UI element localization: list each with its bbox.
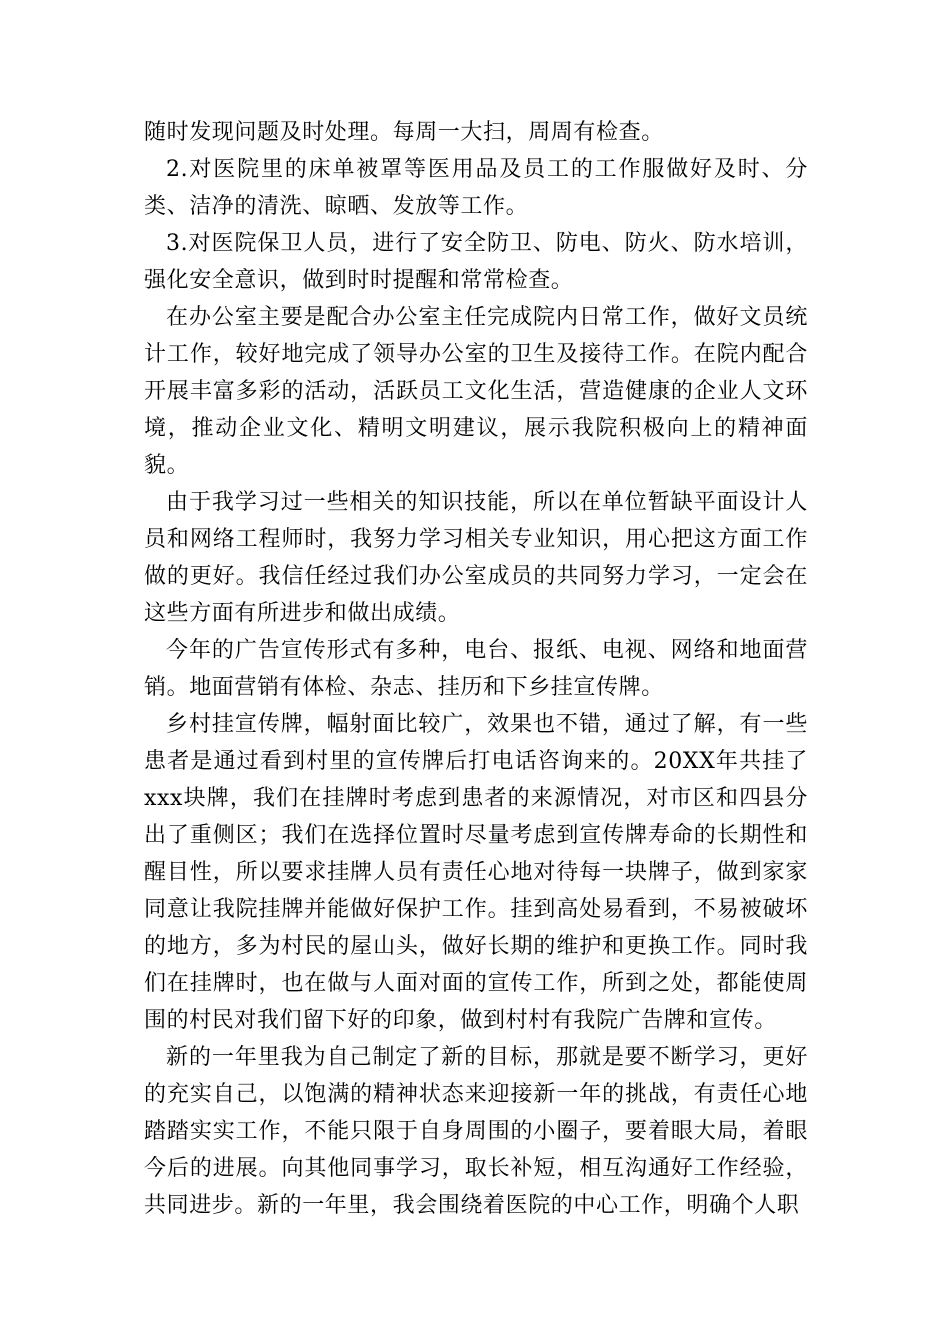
- paragraph-office-work: 在办公室主要是配合办公室主任完成院内日常工作，做好文员统计工作，较好地完成了领导办公室的卫生及接待工作。在院内配合开展丰富多彩的活动，活跃员工文化生活，营造健康的企业人文环境，推动企业文化、精明文明建议，展示我院积极向上的精神面貌。: [144, 305, 808, 478]
- paragraph-continued: 随时发现问题及时处理。每周一大扫，周周有检查。: [144, 120, 664, 145]
- document-body: [144, 114, 808, 1224]
- paragraph-security-training: 3.对医院保卫人员，进行了安全防卫、防电、防火、防水培训，强化安全意识，做到时时提醒和常常检查。: [144, 231, 808, 293]
- paragraph-village-signboards: 乡村挂宣传牌，幅射面比较广，效果也不错，通过了解，有一些患者是通过看到村里的宣传牌后打电话咨询来的。20XX年共挂了xxx块牌，我们在挂牌时考虑到患者的来源情况，对市区和四县分出了重侧区；我们在选择位置时尽量考虑到宣传牌寿命的长期性和醒目性，所以要求挂牌人员有责任心地对待每一块牌子，做到家家同意让我院挂牌并能做好保护工作。挂到高处易看到，不易被破坏的地方，多为村民的屋山头，做好长期的维护和更换工作。同时我们在挂牌时，也在做与人面对面的宣传工作，所到之处，都能使周围的村民对我们留下好的印象，做到村村有我院广告牌和宣传。: [144, 712, 808, 1033]
- paragraph-skills-learning: 由于我学习过一些相关的知识技能，所以在单位暂缺平面设计人员和网络工程师时，我努力学习相关专业知识，用心把这方面工作做的更好。我信任经过我们办公室成员的共同努力学习，一定会在这些方面有所进步和做出成绩。: [144, 490, 808, 626]
- paragraph-linen-service: 2.对医院里的床单被罩等医用品及员工的工作服做好及时、分类、洁净的清洗、晾晒、发放等工作。: [144, 157, 808, 219]
- paragraph-new-year-goals: 新的一年里我为自己制定了新的目标，那就是要不断学习，更好的充实自己，以饱满的精神状态来迎接新一年的挑战，有责任心地踏踏实实工作，不能只限于自身周围的小圈子，要着眼大局，着眼今后的进展。向其他同事学习，取长补短，相互沟通好工作经验，共同进步。新的一年里，我会围绕着医院的中心工作，明确个人职: [144, 1045, 808, 1218]
- paragraph-advertising-forms: 今年的广告宣传形式有多种，电台、报纸、电视、网络和地面营销。地面营销有体检、杂志、挂历和下乡挂宣传牌。: [144, 638, 808, 700]
